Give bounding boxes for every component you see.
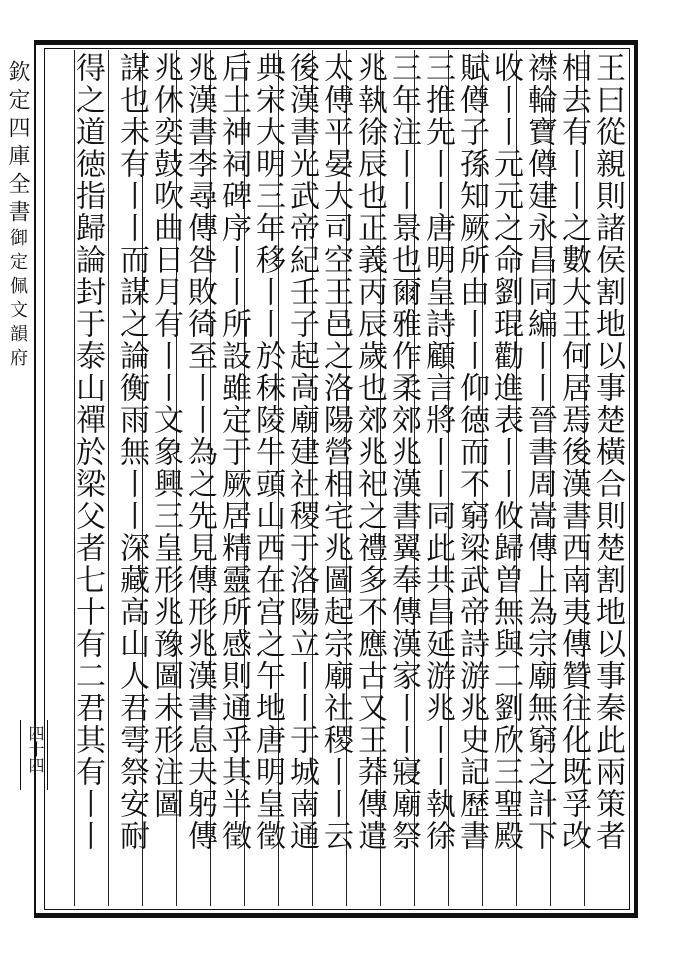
text-column-5: 賦僔子孫知厥所由丨丨仰徳而不窮梁武帝詩游兆史記歷書	[454, 52, 489, 852]
text-column-2: 相去有丨丨之數大王何居焉後漢書西南夷傳贊往化既孚改	[556, 52, 591, 852]
text-column-7: 三年注丨丨景也爾雅作柔郊兆漢書翼奉傳漢家丨丨寢廟祭	[386, 52, 421, 852]
text-column-16: 得之道徳指歸論封于泰山禪於梁父者七十有二君其有丨丨	[70, 52, 105, 852]
text-column-9: 太傅平晏大司空王邑之洛陽營相宅兆圖起宗廟社稷丨丨云	[318, 52, 353, 852]
page-number: 四十四	[26, 725, 45, 773]
text-column-10: 後漢書光武帝紀壬子起高廟建社稷于洛陽立丨丨于城南通	[284, 52, 319, 852]
column-rule	[108, 50, 109, 906]
text-column-14: 兆休奕鼓吹曲日月有丨丨文象興三皇形兆豫圖未形注圖	[148, 52, 183, 820]
text-column-15: 謀也未有丨丨而謀之論衡雨無丨丨深藏高山人君雩祭安耐	[114, 52, 149, 852]
text-column-11: 典宋大明三年移丨丨於秣陵牛頭山西在宫之午地唐明皇徵	[250, 52, 285, 852]
margin-volume-title: 御定佩文韻府	[7, 228, 28, 372]
text-column-13: 兆漢書李尋傳咎敗徛至丨丨為之先見傳形兆漢書息夫躬傳	[182, 52, 217, 852]
margin-book-title: 欽定四庫全書	[5, 60, 30, 228]
text-column-4: 收丨丨元元之命劉琨勸進表丨丨攸歸曽無與二劉欣三聖殿	[488, 52, 523, 852]
text-column-8: 兆執徐辰也正義丙辰歲也郊兆祀之禮多不應古又王莽傳遣	[352, 52, 387, 852]
text-column-12: 后土神祠碑序丨丨所設雖定于厥居精靈所感則通乎其半徵	[216, 52, 251, 852]
text-column-3: 襟輪寶僔建永昌同編丨丨晉書周嵩傳上為宗廟無窮之計下	[522, 52, 557, 852]
text-column-1: 王曰從親則諸侯割地以事楚橫合則楚割地以事秦此兩策者	[590, 52, 625, 852]
text-column-6: 三推先丨丨唐明皇詩顧言將丨丨同此共昌延游兆丨丨執徐	[420, 52, 455, 852]
